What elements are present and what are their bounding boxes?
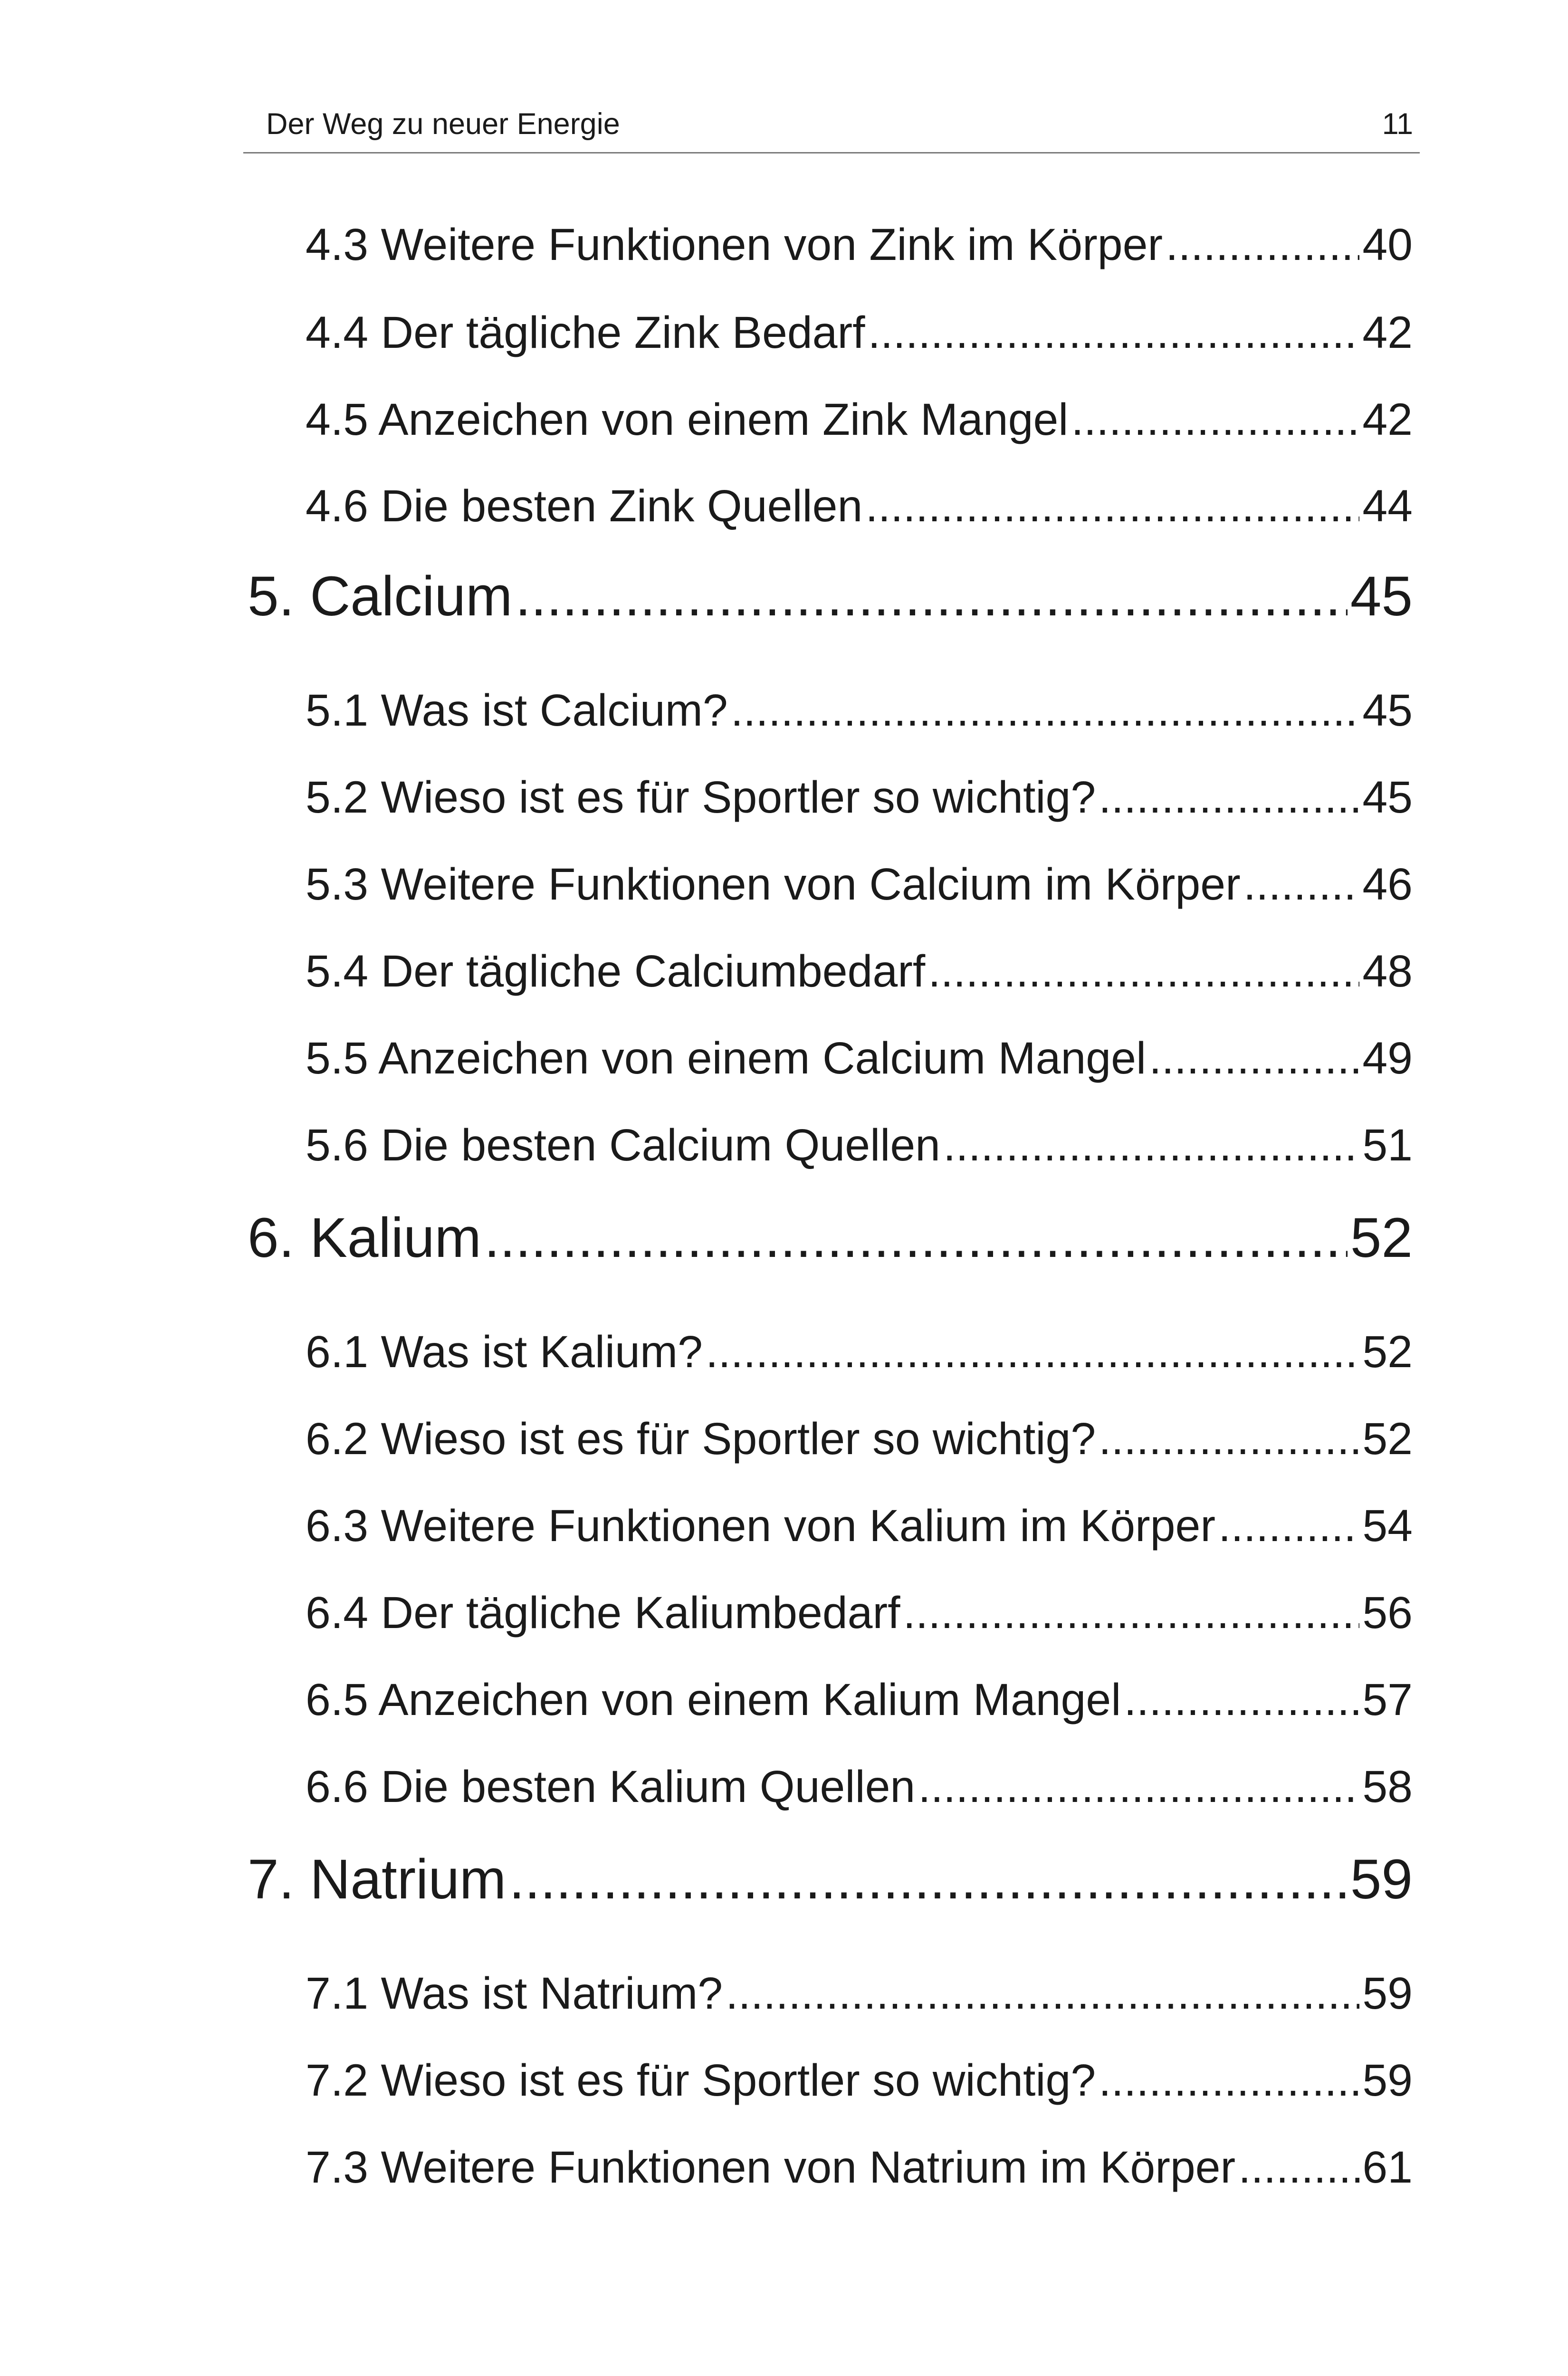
toc-chapter-entry[interactable] [248,1844,1413,1915]
toc-entry-page: 57 [1362,1675,1413,1725]
toc-entry-page: 40 [1362,220,1413,270]
toc-dot-leader [1071,389,1359,450]
toc-section-entry[interactable] [306,2136,1413,2198]
toc-entry-page: 56 [1362,1588,1413,1638]
toc-dot-leader [1099,2050,1359,2111]
toc-dot-leader [726,1963,1359,2024]
toc-entry-title: 5.6 Die besten Calcium Quellen [306,1120,940,1170]
toc-chapter-entry[interactable] [248,1202,1413,1274]
toc-section-entry[interactable] [306,1408,1413,1470]
toc-entry-page: 42 [1362,394,1413,445]
toc-entry-title: 4.4 Der tägliche Zink Bedarf [306,307,865,358]
toc-section-entry[interactable] [306,1027,1413,1089]
toc-dot-leader [903,1582,1360,1644]
toc-dot-leader [865,475,1359,537]
toc-entry-page: 59 [1362,2055,1413,2106]
toc-entry-title: 4.3 Weitere Funktionen von Zink im Körper [306,220,1163,270]
toc-entry-title: 7.3 Weitere Funktionen von Natrium im Körper [306,2142,1236,2193]
toc-entry-title: 6.3 Weitere Funktionen von Kalium im Körper [306,1501,1215,1551]
toc-section-entry[interactable] [306,766,1413,828]
toc-entry-title: 4.6 Die besten Zink Quellen [306,481,863,531]
toc-section-entry[interactable] [306,475,1413,537]
toc-entry-title: 6.5 Anzeichen von einem Kalium Mangel [306,1675,1121,1725]
toc-dot-leader [484,1202,1348,1274]
toc-dot-leader [918,1756,1359,1818]
page-number: 11 [1382,107,1413,141]
toc-section-entry[interactable] [306,1963,1413,2024]
toc-dot-leader [1099,1408,1359,1470]
toc-entry-title: 5.3 Weitere Funktionen von Calcium im Körper [306,859,1241,910]
toc-entry-title: 5.4 Der tägliche Calciumbedarf [306,946,926,996]
toc-entry-title: 7.1 Was ist Natrium? [306,1968,723,2019]
toc-section-entry[interactable] [306,302,1413,364]
toc-section-entry[interactable] [306,389,1413,450]
toc-section-entry[interactable] [306,1756,1413,1818]
toc-entry-title: 5.1 Was ist Calcium? [306,685,728,736]
toc-section-entry[interactable] [306,1669,1413,1731]
toc-section-entry[interactable] [306,680,1413,741]
toc-entry-title: 6.1 Was ist Kalium? [306,1327,703,1377]
toc-dot-leader [928,940,1359,1002]
toc-section-entry[interactable] [306,214,1413,276]
toc-entry-page: 59 [1362,1968,1413,2019]
toc-dot-leader [868,302,1360,364]
toc-entry-title: 6.6 Die besten Kalium Quellen [306,1762,916,1812]
toc-dot-leader [731,680,1360,741]
toc-entry-title: 6.4 Der tägliche Kaliumbedarf [306,1588,900,1638]
toc-entry-page: 44 [1362,481,1413,531]
book-title: Der Weg zu neuer Energie [266,107,620,141]
toc-dot-leader [706,1321,1359,1383]
toc-entry-page: 52 [1350,1207,1413,1269]
toc-dot-leader [1149,1027,1359,1089]
toc-dot-leader [1243,853,1360,915]
toc-entry-page: 48 [1362,946,1413,996]
toc-dot-leader [1238,2136,1359,2198]
toc-entry-page: 54 [1362,1501,1413,1551]
toc-section-entry[interactable] [306,1495,1413,1557]
toc-entry-page: 52 [1362,1327,1413,1377]
toc-entry-title: 5.2 Wieso ist es für Sportler so wichtig? [306,772,1096,823]
toc-entry-page: 61 [1362,2142,1413,2193]
toc-entry-title: 7.2 Wieso ist es für Sportler so wichtig? [306,2055,1096,2106]
toc-entry-page: 45 [1362,772,1413,823]
toc-dot-leader [515,561,1347,632]
toc-entry-page: 42 [1362,307,1413,358]
toc-entry-page: 51 [1362,1120,1413,1170]
toc-entry-page: 49 [1362,1033,1413,1083]
toc-entry-title: 4.5 Anzeichen von einem Zink Mangel [306,394,1069,445]
toc-dot-leader [1124,1669,1359,1731]
toc-section-entry[interactable] [306,1321,1413,1383]
toc-entry-title: 6.2 Wieso ist es für Sportler so wichtig? [306,1414,1096,1464]
toc-dot-leader [943,1114,1359,1176]
toc-section-entry[interactable] [306,940,1413,1002]
toc-entry-page: 45 [1362,685,1413,736]
toc-entry-page: 46 [1362,859,1413,910]
toc-entry-title: 5. Calcium [248,565,513,628]
toc-section-entry[interactable] [306,2050,1413,2111]
toc-dot-leader [1166,214,1359,276]
toc-section-entry[interactable] [306,1582,1413,1644]
toc-dot-leader [509,1844,1347,1915]
toc-entry-title: 6. Kalium [248,1207,481,1269]
toc-section-entry[interactable] [306,1114,1413,1176]
toc-entry-page: 45 [1350,565,1413,628]
toc-dot-leader [1218,1495,1359,1557]
toc-entry-page: 58 [1362,1762,1413,1812]
toc-entry-title: 5.5 Anzeichen von einem Calcium Mangel [306,1033,1147,1083]
toc-chapter-entry[interactable] [248,561,1413,632]
toc-entry-page: 59 [1350,1848,1413,1911]
toc-dot-leader [1099,766,1359,828]
toc-entry-page: 52 [1362,1414,1413,1464]
toc-section-entry[interactable] [306,853,1413,915]
toc-entry-title: 7. Natrium [248,1848,507,1911]
